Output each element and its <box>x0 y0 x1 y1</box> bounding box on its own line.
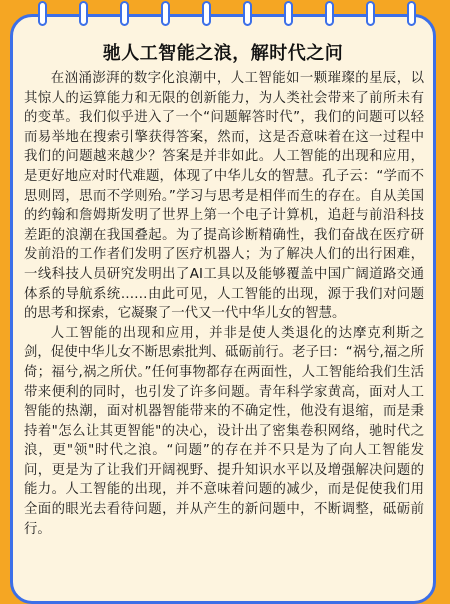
page-title: 驰人工智能之浪，解时代之问 <box>102 43 344 64</box>
binder-ring <box>202 1 211 26</box>
binder-ring <box>366 1 375 26</box>
essay-body <box>13 69 433 539</box>
binder-ring <box>120 1 129 26</box>
notebook-page <box>10 14 436 604</box>
paragraph-1: 在汹涌澎湃的数字化浪潮中，人工智能如一颗璀璨的星辰，以其惊人的运算能力和无限的创新能力，为人类社会带来了前所未有的变革。我们似乎进入了一个“问题解答时代”，我们的问题可以轻而易举地在搜索引擎获得答案，然而，这是否意味着在这一过程中我们的问题越来越少？答案是并非如此。人工智能的出现和应用，是更好地应对时代难题，体现了中华儿女的智慧。孔子云：“学而不思则罔，思而不学则殆。”学习与思考是相伴而生的存在。自从美国的约翰和詹姆斯发明了世界上第一个电子计算机，追赶与前沿科技差距的浪潮在我国叠起。为了提高诊断精确性，我们奋战在医疗研发前沿的工作者们发明了医疗机器人；为了解决人们的出行困难，一线科技人员研究发明出了AI工具以及能够覆盖中国广阔道路交通体系的导航系统……由此可见，人工智能的出现，源于我们对问题的思考和探索，它凝聚了一代又一代中华儿女的智慧。 <box>24 71 424 322</box>
binder-ring <box>79 1 88 26</box>
binder-ring <box>161 1 170 26</box>
binder-rings <box>0 0 450 26</box>
binder-ring <box>325 1 334 26</box>
paragraph-2: 人工智能的出现和应用，并非是使人类退化的达摩克利斯之剑，促使中华儿女不断思索批判、砥砺前行。老子曰：“祸兮,福之所倚；福兮,祸之所伏。”任何事物都存在两面性，人工智能给我们生活带来便利的同时，也引发了许多问题。青年科学家黄高，面对人工智能的热潮，面对机器智能带来的不确定性，他没有退缩，而是秉持着"怎么让其更智能"的决心，设计出了密集卷积网络，驰时代之浪，更"领"时代之浪。“问题”的存在并不只是为了向人工智能发问，更是为了让我们开阔视野、提升知识水平以及增强解决问题的能力。人工智能的出现，并不意味着问题的减少，而是促使我们用全面的眼光去看待问题，并从产生的新问题中，不断调整，砥砺前行。 <box>24 325 424 537</box>
binder-ring <box>407 1 416 26</box>
binder-ring <box>243 1 252 26</box>
binder-ring <box>38 1 47 26</box>
binder-ring <box>284 1 293 26</box>
